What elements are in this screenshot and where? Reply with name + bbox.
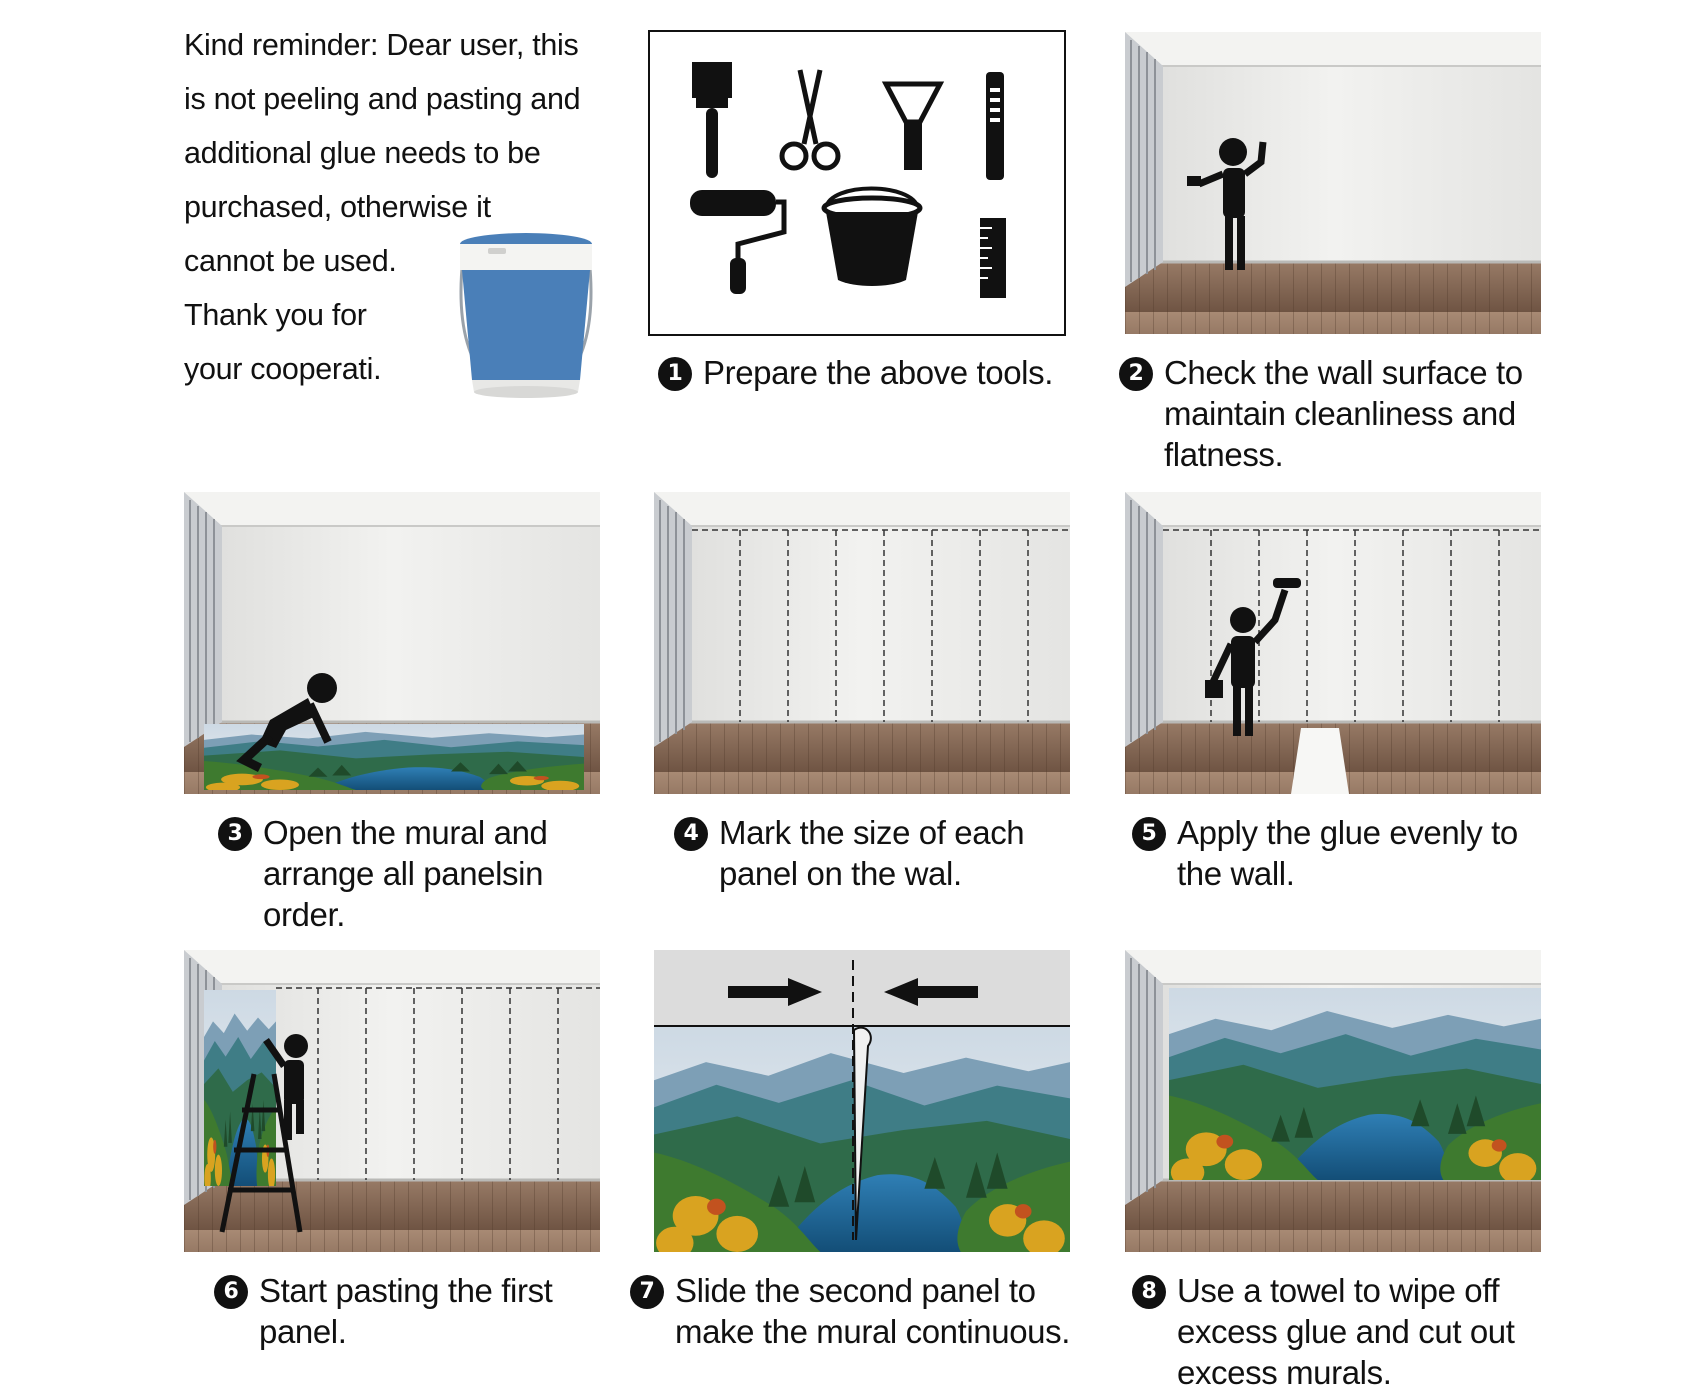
- step-text: Open the mural and arrange all panelsin order.: [263, 814, 548, 933]
- reminder-line: is not peeling and pasting and: [184, 82, 581, 116]
- step-number: 4: [674, 817, 708, 851]
- step-1-caption: [658, 352, 1053, 393]
- step-8-image: [1125, 950, 1541, 1252]
- step-5-caption: [1132, 812, 1518, 894]
- step-2-image: [1125, 32, 1541, 334]
- step-text: Use a towel to wipe off excess glue and cut out excess murals.: [1177, 1272, 1515, 1391]
- reminder-line: Kind reminder: Dear user, this: [184, 28, 579, 62]
- paint-roller-icon: [690, 190, 784, 294]
- step-number: 2: [1119, 357, 1153, 391]
- step-text: Prepare the above tools.: [703, 354, 1053, 391]
- tools-illustration: [650, 32, 1064, 334]
- ruler-icon: [980, 218, 1006, 298]
- scissors-icon: [782, 70, 838, 168]
- step-text: Start pasting the first panel.: [259, 1272, 553, 1350]
- step-number: 8: [1132, 1275, 1166, 1309]
- reminder-line: additional glue needs to be: [184, 136, 541, 170]
- reminder-line: your cooperati.: [184, 352, 382, 386]
- step-8-caption: [1132, 1270, 1515, 1393]
- paint-brush-icon: [692, 62, 732, 178]
- reminder-line: cannot be used.: [184, 244, 397, 278]
- reminder-line: purchased, otherwise it: [184, 190, 491, 224]
- step-text: Mark the size of each panel on the wal.: [719, 814, 1025, 892]
- step-7-caption: [630, 1270, 1070, 1352]
- glue-bucket-image: [448, 228, 604, 400]
- step-6-image: [184, 950, 600, 1252]
- step-6-caption: [214, 1270, 552, 1352]
- step-number: 1: [658, 357, 692, 391]
- step-number: 5: [1132, 817, 1166, 851]
- step-7-image: [654, 950, 1070, 1252]
- step-2-caption: [1119, 352, 1523, 475]
- reminder-line: Thank you for: [184, 298, 367, 332]
- step-4-image: [654, 492, 1070, 794]
- step-number: 6: [214, 1275, 248, 1309]
- step-text: Check the wall surface to maintain cleanliness and flatness.: [1164, 354, 1523, 473]
- step-5-image: [1125, 492, 1541, 794]
- step-number: 3: [218, 817, 252, 851]
- step-4-caption: [674, 812, 1024, 894]
- step-3-caption: [218, 812, 547, 935]
- step-text: Slide the second panel to make the mural continuous.: [675, 1272, 1070, 1350]
- step-3-image: [184, 492, 600, 794]
- tools-box: [648, 30, 1066, 336]
- scraper-icon: [886, 84, 940, 170]
- bucket-icon: [824, 189, 920, 287]
- step-text: Apply the glue evenly to the wall.: [1177, 814, 1518, 892]
- utility-knife-icon: [986, 72, 1004, 180]
- step-number: 7: [630, 1275, 664, 1309]
